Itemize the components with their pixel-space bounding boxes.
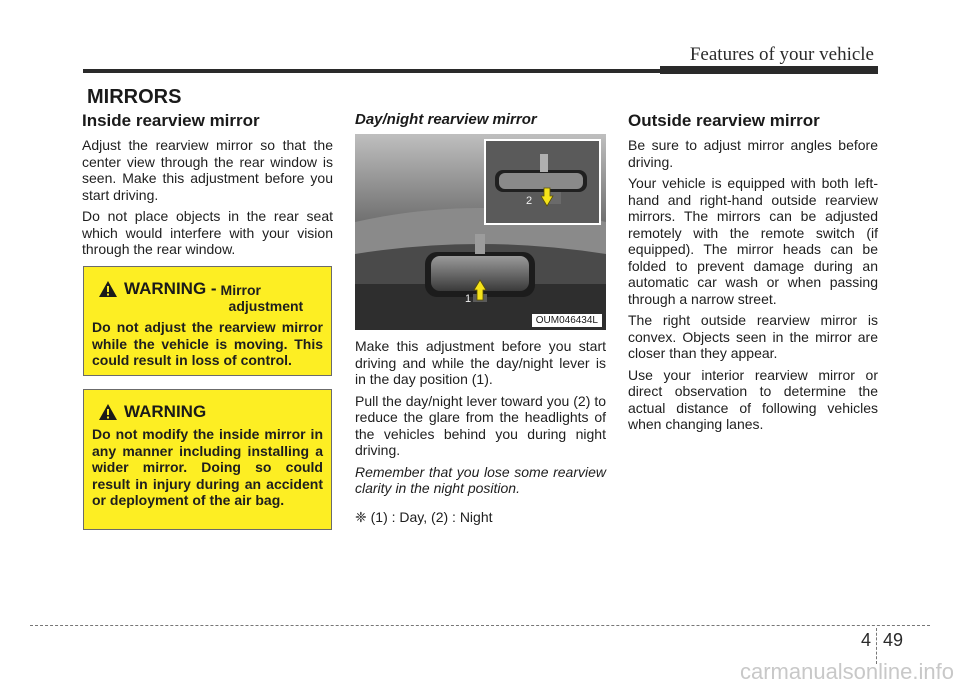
day-night-paragraph-2: Pull the day/night lever toward you (2) to reduce the glare from the headlights of the vehicles behind you during night driving. [355, 392, 606, 458]
chapter-title: Features of your vehicle [689, 44, 874, 65]
day-night-note: ❈ (1) : Day, (2) : Night [355, 508, 493, 525]
header-rule-accent [660, 66, 878, 74]
warning-box-mirror-adjustment [83, 266, 332, 376]
callout-1: 1 [465, 293, 472, 305]
warning-text: Do not modify the inside mirror in any manner including installing a wider mirror. Doing so could result in injury during an accident or deployment of the air bag. [92, 426, 323, 508]
warning-title-line-2: adjustment [228, 298, 304, 314]
warning-header [92, 402, 323, 422]
inside-mirror-column [82, 111, 333, 263]
rearview-mirror-photo [355, 134, 606, 330]
watermark: carmanualsonline.info [739, 659, 954, 684]
inside-mirror-heading: Inside rearview mirror [82, 111, 260, 130]
day-night-heading: Day/night rearview mirror [355, 111, 537, 128]
warning-triangle-icon [98, 280, 118, 298]
outside-mirror-paragraph-1: Be sure to adjust mirror angles before driving. [628, 137, 878, 170]
inside-mirror-paragraph-2: Do not place objects in the rear seat which would interfere with your vision through the rear window. [82, 208, 333, 257]
warning-text: Do not adjust the rearview mirror while the vehicle is moving. This could result in loss of control. [92, 319, 323, 368]
warning-label: WARNING - [124, 279, 217, 298]
outside-mirror-paragraph-2: Your vehicle is equipped with both left-hand and right-hand outside rearview mirrors. The mirrors can be adjusted remotely with the remote switch (if equipped). The mirror heads can be folded to prevent damage during an automatic car wash or when passing through a narrow street. [628, 175, 878, 307]
warning-header [92, 279, 323, 315]
chapter-number: 4 [861, 630, 872, 650]
outside-mirror-paragraph-4: Use your interior rearview mirror or direct observation to determine the actual distance of following vehicles when changing lanes. [628, 366, 878, 432]
outside-mirror-column [628, 111, 878, 438]
warning-triangle-icon [98, 403, 118, 421]
outside-mirror-heading: Outside rearview mirror [628, 111, 820, 130]
rearview-mirror-illustration [355, 134, 606, 330]
outside-mirror-paragraph-3: The right outside rearview mirror is convex. Objects seen in the mirror are closer than they appear. [628, 312, 878, 361]
day-night-paragraph-1: Make this adjustment before you start driving and while the day/night lever is in the day position (1). [355, 338, 606, 387]
inside-mirror-paragraph-1: Adjust the rearview mirror so that the center view through the rear window is seen. Make this adjustment before you start driving. [82, 137, 333, 203]
warning-title-line-1: Mirror [220, 282, 261, 298]
warning-box-inside-mirror [83, 389, 332, 530]
footer-rule [30, 625, 930, 626]
day-night-paragraph-3: Remember that you lose some rearview clarity in the night position. [355, 463, 606, 496]
image-code: OUM046434L [532, 314, 602, 327]
section-title: MIRRORS [87, 86, 182, 108]
callout-2: 2 [526, 195, 533, 207]
warning-label: WARNING [124, 402, 207, 421]
page-number: 49 [883, 630, 904, 650]
day-night-mirror-column [355, 111, 606, 530]
